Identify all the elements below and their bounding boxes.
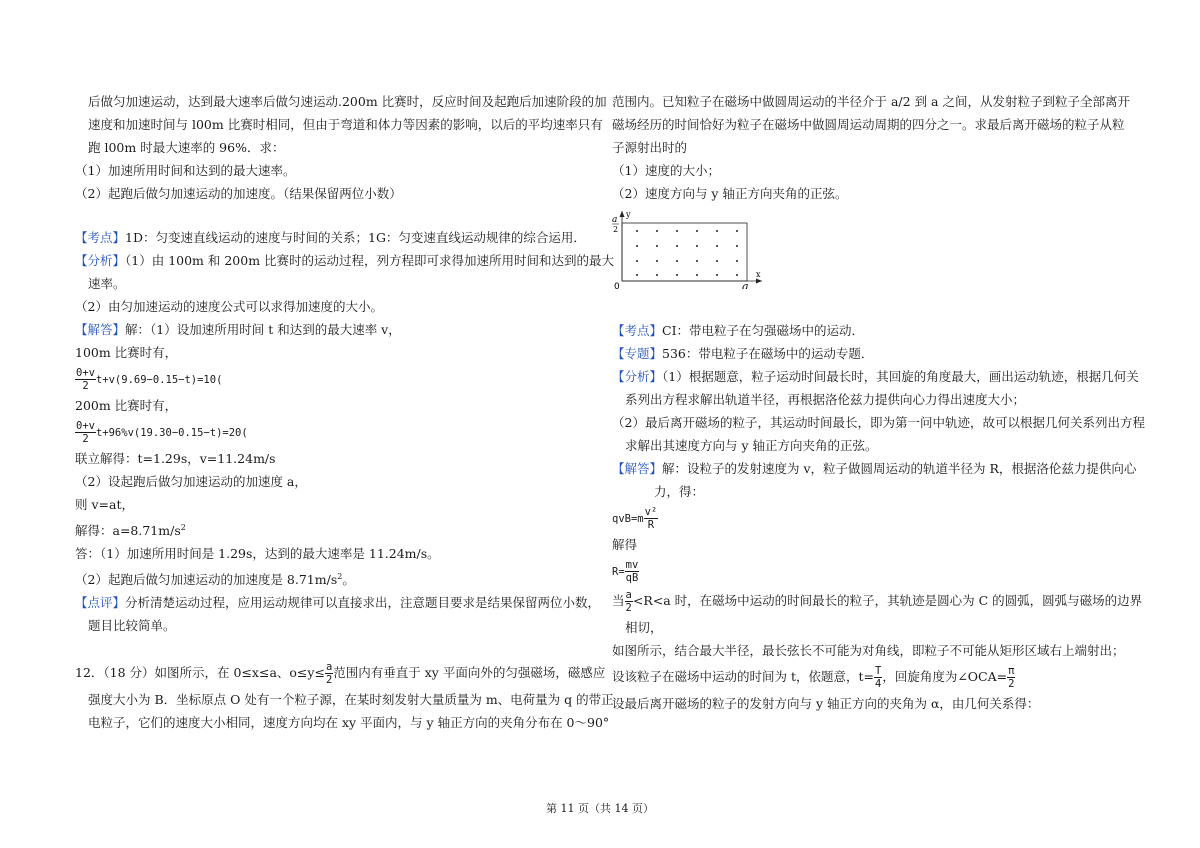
equation-radius: R= $\frac{mv}{qB}$ [612, 559, 639, 584]
fenxi-text-cont: 速率。 [88, 276, 126, 291]
kaodian-text: 1D：匀变速直线运动的速度与时间的关系；1G：匀变速直线运动规律的综合运用． [125, 230, 586, 245]
problem-text-line: 速度和加速时间与 l00m 比赛时相同，但由于弯道和体力等因素的影响，以后的平均速率只有 [88, 117, 603, 132]
solution-line: 当 $\frac{a}{2}$ <R<a 时，在磁场中运动的时间最长的粒子，其轨迹是圆心为 C 的圆弧，圆弧与磁场的边界 [612, 589, 1143, 614]
fraction: $\frac{T}{4}$ [875, 665, 882, 690]
equation-lorentz: qvB=m $\frac{\text{v²}}{R}$ [612, 506, 658, 531]
solution-line-cont: 相切， [625, 620, 663, 635]
jieda-text: 解：设粒子的发射速度为 v，粒子做圆周运动的轨道半径为 R，根据洛伦兹力提供向心 [662, 461, 1137, 476]
fraction: $\frac{mv}{qB}$ [625, 559, 639, 584]
y-axis-label: y [626, 210, 631, 219]
zhuanti-tag: 【专题】 [612, 346, 663, 361]
question-12-cont: 磁场经历的时间恰好为粒子在磁场中做圆周运动周期的四分之一。求最后离开磁场的粒子从粒 [612, 117, 1125, 132]
magnetic-field-figure [612, 209, 782, 289]
fraction: $\frac{a}{2}$ [625, 589, 632, 614]
fraction: $\frac{\pi}{2}$ [1008, 665, 1015, 690]
a-label: a [742, 280, 749, 289]
jieda-section [75, 318, 595, 341]
fraction: $\frac{\text{v²}}{R}$ [644, 506, 658, 531]
fenxi-section [612, 365, 1139, 388]
fraction: $\frac{a}{2}$ [325, 661, 333, 687]
fenxi-text: （1）根据题意，粒子运动时间最长时，其回旋的角度最大，画出运动轨迹，根据几何关 [662, 369, 1139, 384]
fraction: $\frac{0+v}{2}$ [76, 420, 95, 445]
fenxi-text-2: （2）最后离开磁场的粒子，其运动时间最长，即为第一问中轨迹，故可以根据几何关系列出方程 [612, 415, 1145, 430]
solution-line: （2）设起跑后做匀加速运动的加速度 a， [75, 474, 307, 489]
equation-100m: $\frac{0+v}{2}$ t+v(9.69−0.15−t)=10( [76, 367, 223, 392]
solution-line: 200m 比赛时有， [75, 398, 178, 413]
solution-line: 设该粒子在磁场中运动的时间为 t，依题意，t= $\frac{T}{4}$ ，回旋角度为∠OCA= $\frac{\pi}{2}$ [612, 665, 1015, 690]
fenxi-tag: 【分析】 [612, 369, 663, 384]
jieda-text-cont: 力，得： [654, 484, 705, 499]
dianping-section [75, 591, 601, 614]
kaodian-tag: 【考点】 [75, 230, 126, 245]
zhuanti-section [612, 342, 1134, 365]
answer-line: （2）起跑后做匀加速运动的加速度是 $8.71m/s^2$。 [75, 572, 355, 588]
question-part-2: （2）起跑后做匀加速运动的加速度。（结果保留两位小数） [75, 186, 402, 201]
solution-line: 联立解得：t=1.29s，v=11.24m/s [75, 451, 276, 466]
question-part-1: （1）加速所用时间和达到的最大速率。 [75, 163, 296, 178]
solution-line: 则 v=at， [75, 497, 134, 512]
question-12-line: 强度大小为 B．坐标原点 O 处有一个粒子源，在某时刻发射大量质量为 m、电荷量为 q 的带正 [88, 692, 614, 708]
field-diagram [612, 209, 782, 289]
fenxi-section [75, 249, 615, 272]
kaodian-tag: 【考点】 [612, 323, 663, 338]
kaodian-text: CI：带电粒子在匀强磁场中的运动． [662, 323, 865, 338]
question-12-cont: 子源射出时的 [612, 140, 688, 155]
dianping-text-cont: 题目比较简单。 [88, 618, 176, 634]
kaodian-section [75, 226, 595, 249]
fenxi-text-cont: 求解出其速度方向与 y 轴正方向夹角的正弦。 [625, 438, 878, 453]
jieda-tag: 【解答】 [75, 322, 126, 337]
jieda-tag: 【解答】 [612, 461, 663, 476]
fenxi-text: （1）由 100m 和 200m 比赛时的运动过程，列方程即可求得加速所用时间和达到的最大 [125, 253, 615, 268]
jieda-text: 解：（1）设加速所用时间 t 和达到的最大速率 v， [125, 322, 401, 337]
solution-line: 100m 比赛时有， [75, 345, 178, 360]
solution-line: 如图所示，结合最大半径，最长弦长不可能为对角线，即粒子不可能从矩形区域右上端射出； [612, 643, 1125, 658]
half-a-denominator: 2 [613, 225, 619, 234]
fenxi-text-2: （2）由匀加速运动的速度公式可以求得加速度的大小。 [75, 299, 383, 314]
fenxi-tag: 【分析】 [75, 253, 126, 268]
dianping-text: 分析清楚运动过程，应用运动规律可以直接求出，注意题目要求是结果保留两位小数， [125, 595, 601, 611]
half-a-numerator: a [612, 215, 618, 225]
jieda-section [612, 457, 1137, 480]
kaodian-section [612, 319, 1134, 342]
question-part-1: （1）速度的大小； [612, 163, 720, 178]
question-12-cont: 范围内。已知粒子在磁场中做圆周运动的半径介于 a/2 到 a 之间，从发射粒子到粒子全部离开 [612, 94, 1130, 109]
solution-line: 设最后离开磁场的粒子的发射方向与 y 轴正方向的夹角为 α，由几何关系得： [612, 696, 1040, 711]
question-12-line: 12．（18 分）如图所示，在 0≤x≤a、o≤y≤ $\frac{a}{2}$ 范围内有垂直于 xy 平面向外的匀强磁场，磁感应 [75, 661, 606, 687]
solution-line: 解得：$a=8.71m/s^2$ [75, 523, 186, 539]
field-dots [636, 230, 738, 276]
problem-text-line: 跑 l00m 时最大速率的 96%．求： [88, 140, 285, 155]
question-12-line: 电粒子，它们的速度大小相同，速度方向均在 xy 平面内，与 y 轴正方向的夹角分布在 0～90° [88, 715, 610, 731]
zhuanti-text: 536：带电粒子在磁场中的运动专题． [662, 346, 874, 361]
solution-line: 解得 [612, 537, 638, 552]
equation-200m: $\frac{0+v}{2}$ t+96%v(19.30−0.15−t)=20( [76, 420, 248, 445]
x-axis-label: x [756, 270, 761, 279]
dianping-tag: 【点评】 [75, 595, 126, 611]
right-column [612, 90, 1145, 715]
origin-label: 0 [614, 282, 620, 289]
fenxi-text-cont: 系列出方程求解出轨道半径，再根据洛伦兹力提供向心力得出速度大小； [625, 392, 1026, 407]
question-part-2: （2）速度方向与 y 轴正方向夹角的正弦。 [612, 186, 848, 201]
answer-line: 答：（1）加速所用时间是 1.29s，达到的最大速率是 11.24m/s。 [75, 546, 440, 562]
left-column [75, 90, 615, 734]
problem-text-line: 后做匀加速运动，达到最大速率后做匀速运动.200m 比赛时，反应时间及起跑后加速阶段的加 [88, 94, 607, 109]
page-footer: 第 11 页（共 14 页） [546, 802, 654, 815]
fraction: $\frac{0+v}{2}$ [76, 367, 95, 392]
